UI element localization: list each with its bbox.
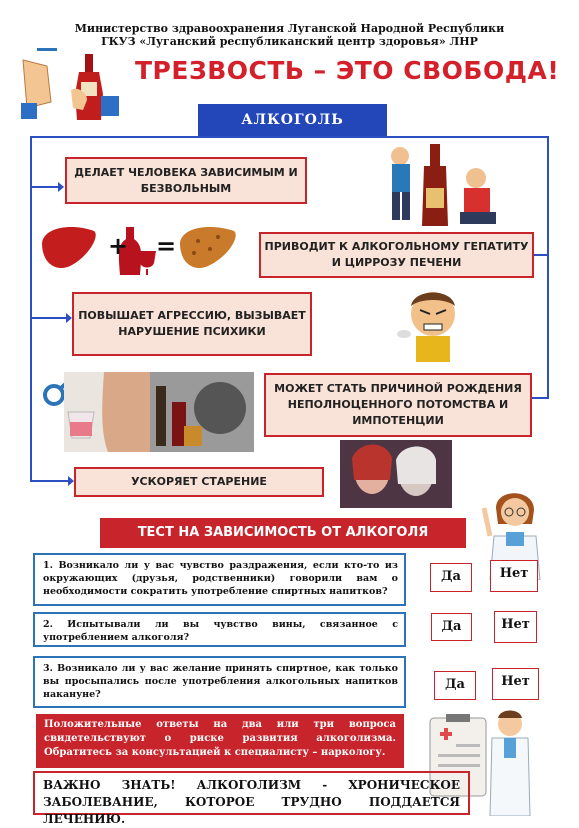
alcohol-fetus-photo	[150, 372, 254, 452]
test-title: ТЕСТ НА ЗАВИСИМОСТЬ ОТ АЛКОГОЛЯ	[100, 518, 466, 548]
ministry-name: Министерство здравоохранения Луганской Народной Республики	[74, 22, 505, 35]
effect-offspring: МОЖЕТ СТАТЬ ПРИЧИНОЙ РОЖДЕНИЯ НЕПОЛНОЦЕННОГО ПОТОМСТВА И ИМПОТЕНЦИИ	[264, 373, 532, 437]
q2-yes-button[interactable]: Да	[431, 613, 472, 641]
effect-aggression: ПОВЫШАЕТ АГРЕССИЮ, ВЫЗЫВАЕТ НАРУШЕНИЕ ПСИХИКИ	[72, 292, 312, 356]
drinking-man-photo	[64, 372, 150, 452]
center-name: ГКУЗ «Луганский республиканский центр здоровья» ЛНР	[101, 35, 478, 48]
effect-aging: УСКОРЯЕТ СТАРЕНИЕ	[74, 467, 324, 497]
drunk-men-illustration	[380, 142, 522, 228]
aging-women-photo	[340, 440, 452, 508]
angry-boy-illustration	[396, 286, 470, 362]
alcohol-section-label: АЛКОГОЛЬ	[198, 104, 387, 136]
q2-no-button[interactable]: Нет	[494, 611, 537, 643]
question-1: 1. Возникало ли у вас чувство раздражения, если кто-то из окружающих (друзья, родственники) говорили вам о необходимости сократить употребление спиртных напитков?	[33, 553, 406, 606]
effect-dependence: ДЕЛАЕТ ЧЕЛОВЕКА ЗАВИСИМЫМ И БЕЗВОЛЬНЫМ	[65, 157, 307, 204]
q3-no-button[interactable]: Нет	[492, 668, 539, 700]
important-note: ВАЖНО ЗНАТЬ! АЛКОГОЛИЗМ - ХРОНИЧЕСКОЕ ЗАБОЛЕВАНИЕ, КОТОРОЕ ТРУДНО ПОДДАЕТСЯ ЛЕЧЕНИЮ.	[33, 771, 470, 815]
liver-equation-illustration	[38, 221, 246, 277]
risk-warning: Положительные ответы на два или три вопроса свидетельствуют о риске развития алкоголизма. Обратитесь за консультацией к специалисту – наркологу.	[36, 714, 404, 768]
effect-hepatitis: ПРИВОДИТ К АЛКОГОЛЬНОМУ ГЕПАТИТУ И ЦИРРОЗУ ПЕЧЕНИ	[259, 232, 534, 278]
q1-no-button[interactable]: Нет	[490, 560, 538, 592]
q1-yes-button[interactable]: Да	[430, 563, 472, 592]
plus-sign: +	[108, 232, 129, 260]
q3-yes-button[interactable]: Да	[434, 671, 476, 700]
question-2: 2. Испытывали ли вы чувство вины, связанное с употреблением алкоголя?	[33, 612, 406, 647]
page-title: ТРЕЗВОСТЬ – ЭТО СВОБОДА!	[135, 56, 560, 85]
question-3: 3. Возникало ли у вас желание принять спиртное, как только вы просыпались после употребления алкогольных напитков накануне?	[33, 656, 406, 708]
equals-sign: =	[156, 232, 177, 260]
